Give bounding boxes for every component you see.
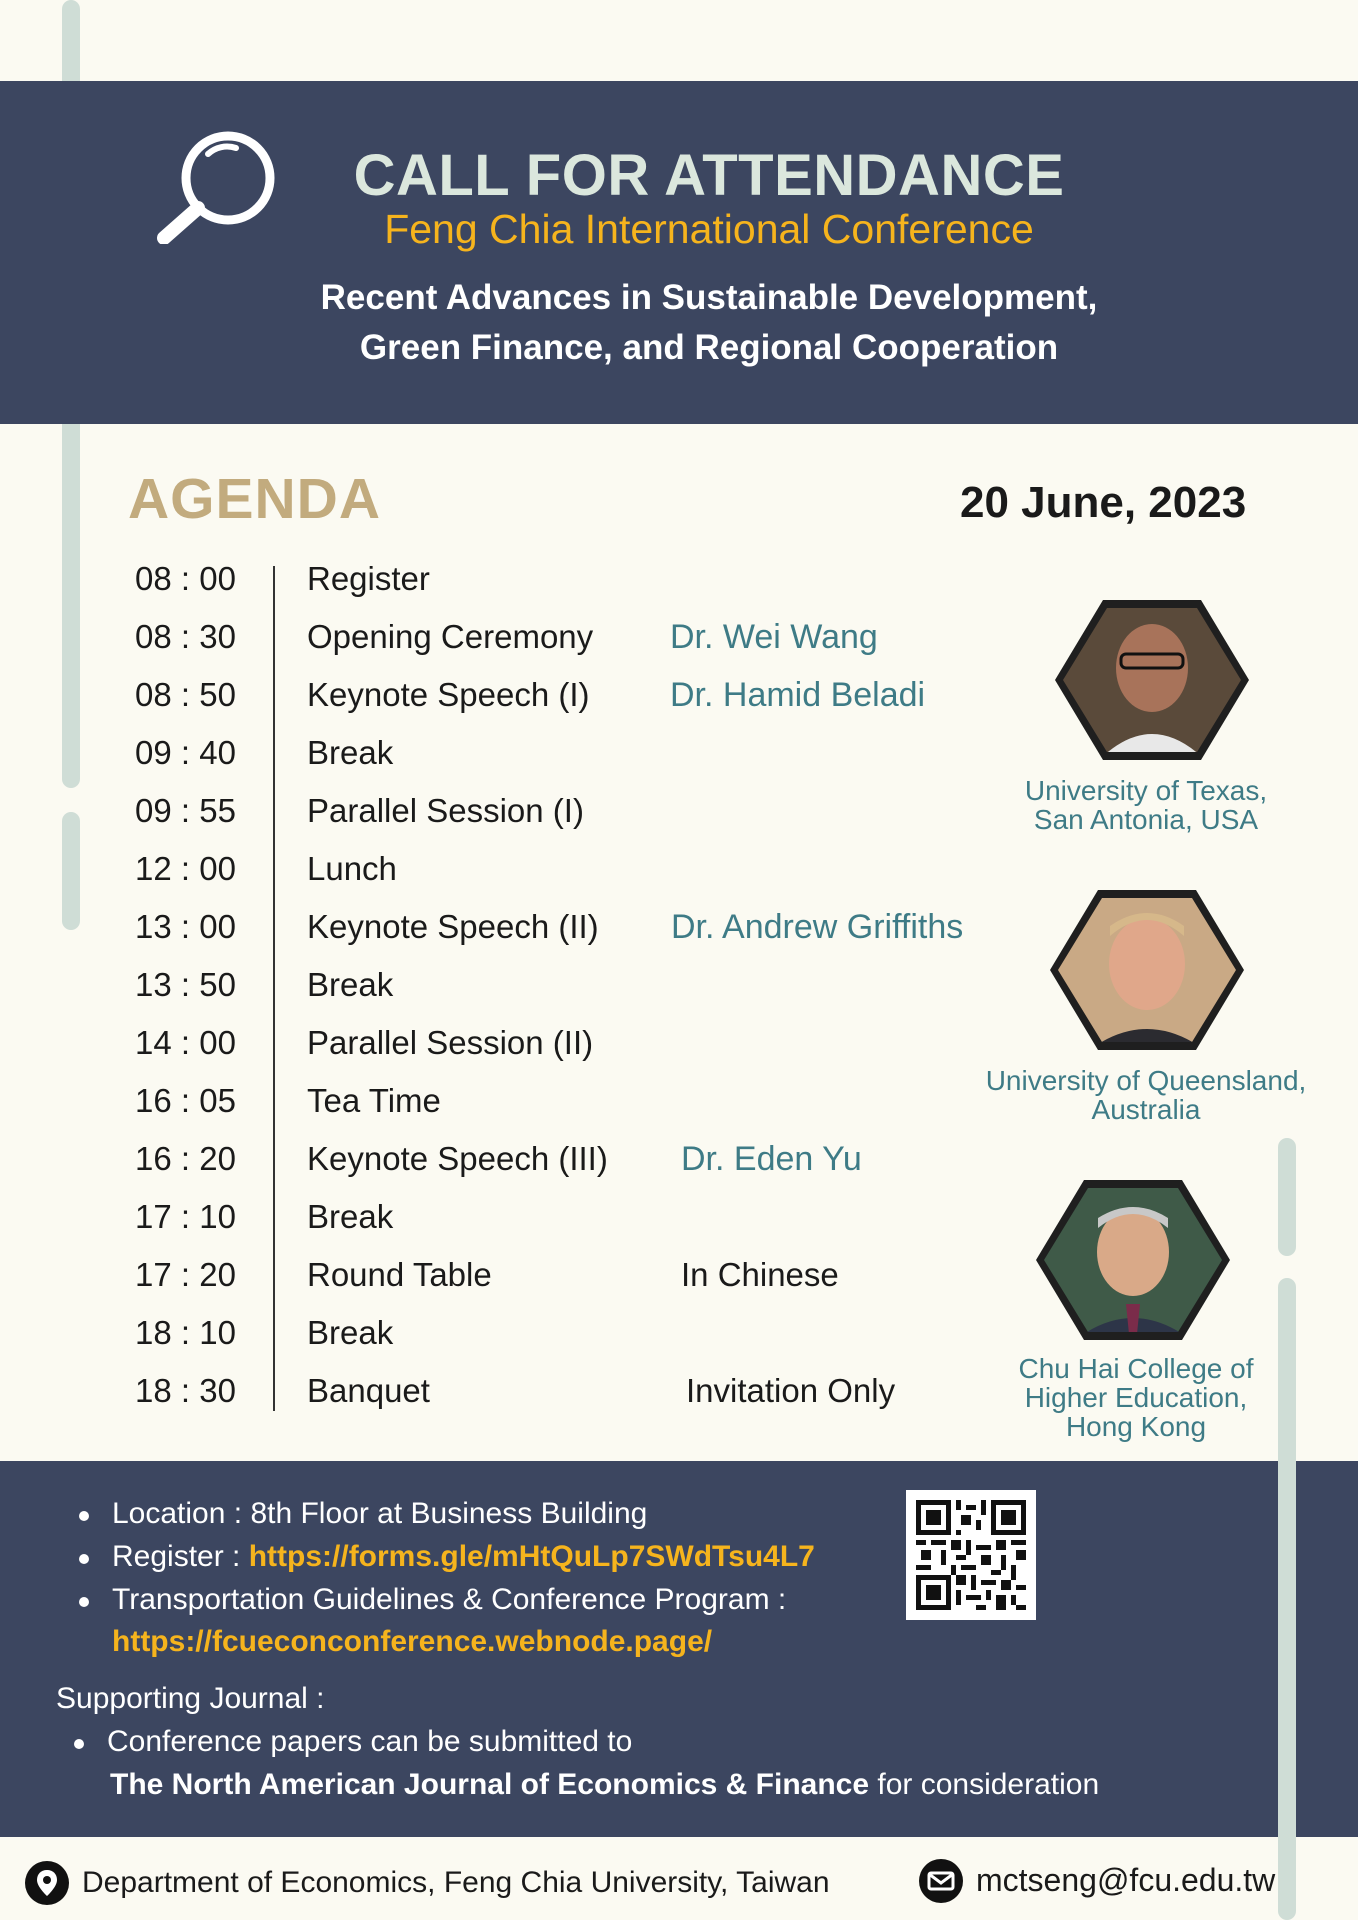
location-label: Location : [112,1497,251,1530]
agenda-time: 17 : 20 [135,1256,236,1293]
agenda-event: Lunch [307,850,397,887]
agenda-event: Break [307,966,394,1003]
affiliation-line: Hong Kong [1065,1411,1207,1442]
bullet-icon [79,1554,89,1564]
bullet-icon [74,1739,84,1749]
affiliation-line: San Antonia, USA [1033,804,1259,835]
speaker-affiliation-1 [986,776,1306,834]
department-text: Department of Economics, Feng Chia University, Taiwan [82,1866,830,1899]
agenda-time: 18 : 30 [135,1372,236,1409]
agenda-event: Keynote Speech (II) [307,908,599,945]
agenda-time: 16 : 05 [135,1082,236,1119]
transport-label: Transportation Guidelines & Conference Program : [112,1583,787,1616]
email-icon [918,1858,964,1904]
agenda-note: In Chinese [681,1256,839,1293]
agenda-event: Parallel Session (II) [307,1024,594,1061]
conference-website-link[interactable]: https://fcueconconference.webnode.page/ [112,1625,713,1658]
agenda-time: 18 : 10 [135,1314,236,1351]
speaker-affiliation-3 [976,1354,1296,1441]
journal-consideration-line [110,1768,1099,1802]
agenda-event: Break [307,734,394,771]
affiliation-line: Australia [1091,1094,1201,1125]
agenda-time: 08 : 00 [135,560,236,597]
email-link[interactable]: mctseng@fcu.edu.tw [976,1862,1276,1898]
agenda-speaker: Dr. Wei Wang [670,618,878,656]
journal-heading: Supporting Journal : [56,1682,325,1715]
location-pin-icon [24,1860,70,1906]
agenda-event: Break [307,1198,394,1235]
agenda-speaker: Dr. Hamid Beladi [670,676,926,714]
agenda-date: 20 June, 2023 [960,478,1247,527]
bullet-icon [79,1511,89,1521]
agenda-event: Break [307,1314,394,1351]
agenda-time: 13 : 00 [135,908,236,945]
agenda-event: Banquet [307,1372,430,1409]
agenda-row [0,850,1358,890]
conference-subtitle-line2: Green Finance, and Regional Cooperation [359,328,1059,367]
location-line [112,1497,647,1531]
register-label: Register : [112,1540,249,1573]
affiliation-line: Higher Education, [1024,1382,1248,1413]
qr-code-icon [916,1500,1026,1610]
affiliation-line: University of Texas, [1024,775,1268,806]
decor-rail-bottom-right [1278,1278,1296,1920]
agenda-event: Keynote Speech (III) [307,1140,608,1177]
affiliation-line: Chu Hai College of [1018,1353,1254,1384]
call-for-attendance-title: CALL FOR ATTENDANCE [353,143,1065,208]
agenda-row [0,1140,1358,1180]
location-value: 8th Floor at Business Building [250,1497,648,1530]
speaker-portrait-3 [1036,1176,1230,1344]
agenda-event: Keynote Speech (I) [307,676,590,713]
agenda-time: 16 : 20 [135,1140,236,1177]
agenda-time: 13 : 50 [135,966,236,1003]
affiliation-line: University of Queensland, [985,1065,1307,1096]
agenda-event: Parallel Session (I) [307,792,584,829]
agenda-heading: AGENDA [128,467,382,531]
qr-code[interactable] [906,1490,1036,1620]
agenda-event: Opening Ceremony [307,618,594,655]
journal-name: The North American Journal of Economics & Finance [110,1768,870,1801]
agenda-time: 09 : 40 [135,734,236,771]
speaker-affiliation-2 [956,1066,1336,1124]
register-link[interactable]: https://forms.gle/mHtQuLp7SWdTsu4L7 [248,1540,815,1573]
agenda-event: Round Table [307,1256,492,1293]
agenda-note: Invitation Only [686,1372,896,1409]
agenda-event: Tea Time [307,1082,441,1119]
agenda-time: 12 : 00 [135,850,236,887]
register-line [112,1540,815,1574]
agenda-time: 17 : 10 [135,1198,236,1235]
journal-suffix: for consideration [869,1768,1100,1801]
journal-line: Conference papers can be submitted to [107,1725,633,1758]
speaker-portrait-1 [1055,596,1249,764]
speaker-portrait-2 [1050,886,1244,1054]
agenda-event: Register [307,560,430,597]
agenda-time: 14 : 00 [135,1024,236,1061]
conference-subtitle-line1: Recent Advances in Sustainable Development, [320,278,1098,317]
agenda-time: 08 : 30 [135,618,236,655]
agenda-speaker: Dr. Eden Yu [681,1140,862,1178]
agenda-row [0,560,1358,600]
bullet-icon [79,1597,89,1607]
agenda-time: 08 : 50 [135,676,236,713]
conference-name: Feng Chia International Conference [384,206,1034,252]
agenda-speaker: Dr. Andrew Griffiths [671,908,964,946]
agenda-time: 09 : 55 [135,792,236,829]
